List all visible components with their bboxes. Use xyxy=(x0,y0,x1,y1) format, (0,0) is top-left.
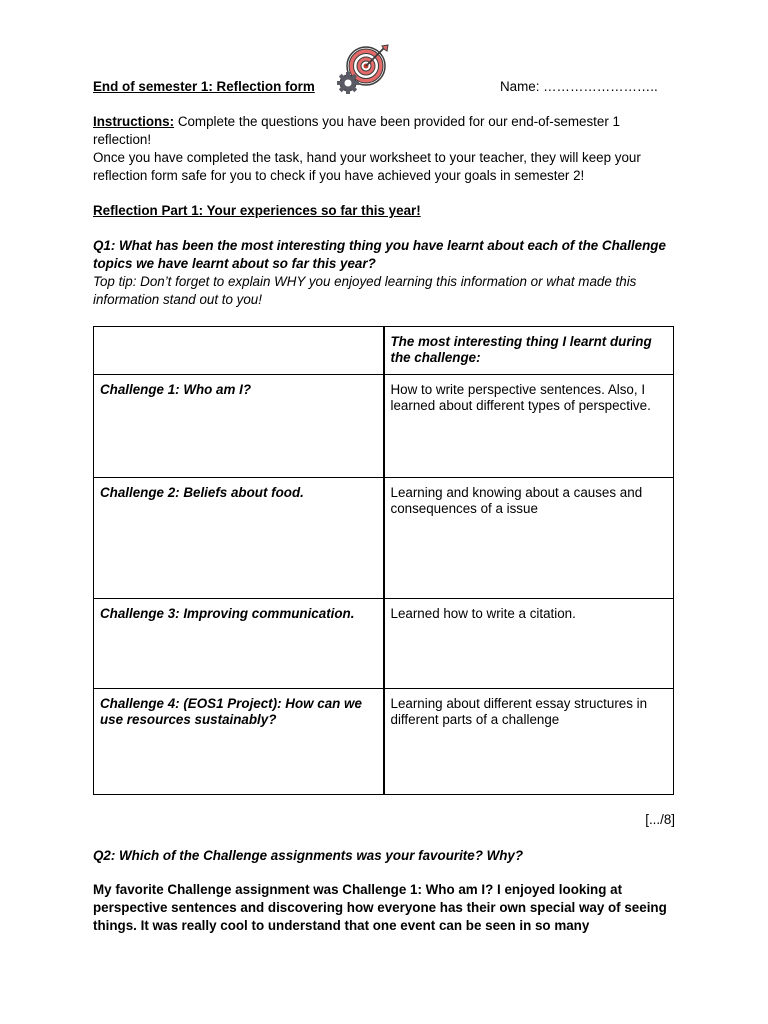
question-1 xyxy=(93,237,675,309)
question-1-tip: Top tip: Don’t forget to explain WHY you enjoyed learning this information or what made this information stand out to you! xyxy=(93,274,637,307)
instructions-text: Complete the questions you have been provided for our end-of-semester 1 reflection! xyxy=(93,114,620,147)
challenges-table xyxy=(93,326,674,795)
table-header-row xyxy=(94,327,674,375)
name-field[interactable]: Name: …………………….. xyxy=(500,79,658,94)
challenge-cell: Challenge 3: Improving communication. xyxy=(94,599,384,689)
instructions-label: Instructions: xyxy=(93,114,175,129)
instructions-text-2: Once you have completed the task, hand your worksheet to your teacher, they will keep your reflection form safe for you to check if you have achieved your goals in semester 2! xyxy=(93,150,641,183)
instructions-line-1 xyxy=(93,113,675,149)
part-1-heading: Reflection Part 1: Your experiences so far this year! xyxy=(93,203,421,218)
table-row xyxy=(94,689,674,795)
challenge-cell: Challenge 2: Beliefs about food. xyxy=(94,478,384,599)
question-2-text: Q2: Which of the Challenge assignments was your favourite? Why? xyxy=(93,848,524,863)
table-row xyxy=(94,375,674,478)
table-row xyxy=(94,478,674,599)
instructions xyxy=(93,113,675,185)
answer-cell[interactable]: Learning and knowing about a causes and consequences of a issue xyxy=(384,478,674,599)
document-title: End of semester 1: Reflection form xyxy=(93,79,315,94)
answer-cell[interactable]: How to write perspective sentences. Also, I learned about different types of perspective. xyxy=(384,375,674,478)
question-2-answer[interactable]: My favorite Challenge assignment was Challenge 1: Who am I? I enjoyed looking at perspective sentences and discovering how everyone has their own special way of seeing things. It was really cool to understand that one event can be seen in so many xyxy=(93,882,667,933)
challenge-cell: Challenge 4: (EOS1 Project): How can we use resources sustainably? xyxy=(94,689,384,795)
target-gear-icon xyxy=(335,42,391,98)
challenge-cell: Challenge 1: Who am I? xyxy=(94,375,384,478)
table-header-blank xyxy=(94,327,384,375)
header-row xyxy=(93,78,675,98)
question-1-text: Q1: What has been the most interesting thing you have learnt about each of the Challenge topics we have learnt about so far this year? xyxy=(93,238,666,271)
score-marker: [.../8] xyxy=(645,812,675,827)
table-header-interesting: The most interesting thing I learnt during the challenge: xyxy=(384,327,674,375)
answer-cell[interactable]: Learning about different essay structures in different parts of a challenge xyxy=(384,689,674,795)
answer-cell[interactable]: Learned how to write a citation. xyxy=(384,599,674,689)
table-row xyxy=(94,599,674,689)
